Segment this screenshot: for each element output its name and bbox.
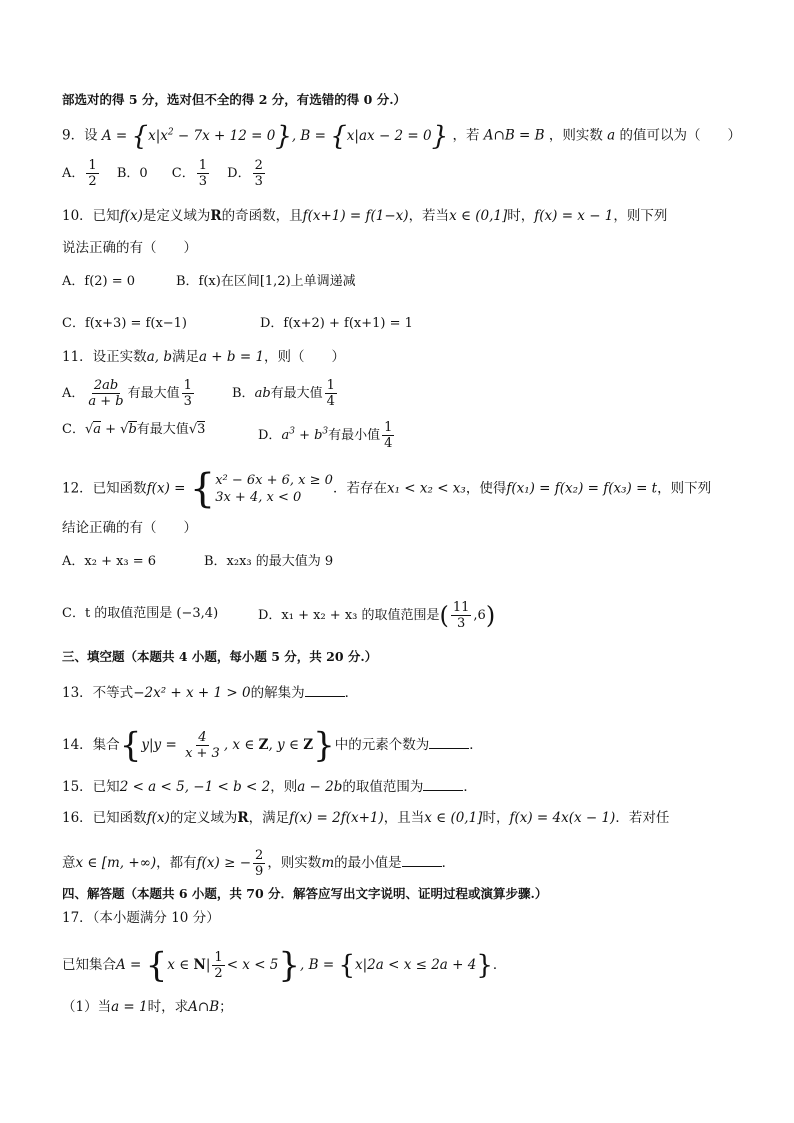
question-10: 10．已知f(x)是定义域为R的奇函数，且f(x+1) = f(1−x)，若当x ∈ (0,1]时，f(x) = x − 1，则下列 [62,208,668,224]
q9-tail: 的值可以为（ ） [619,127,742,144]
question-17: 已知集合A = {x ∈ N| $\frac{1}{2}$ < x < 5}, B = {x|2a < x ≤ 2a + 4}． [62,945,507,986]
q12-option-d[interactable]: D．x₁ + x₂ + x₃ 的取值范围是( $\frac{11}{3}$ ,6) [258,600,496,631]
q9-intersection: A∩B = B [483,127,545,144]
q11-text: 11．设正实数 [62,349,147,365]
q9-option-c[interactable]: C． $\frac{1}{3}$ [171,158,208,189]
q17-part-1: （1）当a = 1时，求A∩B； [62,999,233,1015]
question-12: 12．已知函数f(x) = {x² − 6x + 6, x ≥ 0 3x + 4, x < 0．若存在x₁ < x₂ < x₃，使得f(x₁) = f(x₂) = f(x₃) = t，则下列 [62,466,712,512]
question-11: 11．设正实数a, b满足a + b = 1，则（ ） [62,349,346,365]
instruction-note: 部选对的得 5 分，选对但不全的得 2 分，有选错的得 0 分.） [62,92,407,107]
q12-text: 12．已知函数 [62,480,147,497]
question-9 [62,121,742,151]
q10-text: 10．已知 [62,208,120,224]
q9-options [62,158,267,189]
q9-lead: 9．设 [62,127,98,144]
q12-line2: 结论正确的有（ ） [62,520,197,536]
question-16: 16．已知函数f(x)的定义域为R，满足f(x) = 2f(x+1)，且当x ∈ (0,1]时，f(x) = 4x(x − 1)．若对任 [62,810,670,826]
q9-option-a[interactable]: A． $\frac{1}{2}$ [62,158,97,189]
q16-answer-blank[interactable] [402,852,442,867]
q11-option-a[interactable]: A． $\frac{2ab}{a + b}$ 有最大值 $\frac{1}{3}$ [62,378,192,409]
q10-option-b[interactable]: B．f(x)在区间[1,2)上单调递减 [176,274,356,289]
q11-text: 满足 [171,349,199,365]
q9-var: a [607,127,616,144]
q10-text: 的奇函数，且 [221,208,303,224]
q12-option-c[interactable]: C．t 的取值范围是 (−3,4) [62,606,219,621]
q10-line2: 说法正确的有（ ） [62,240,197,256]
q9-option-d[interactable]: D． $\frac{2}{3}$ [227,158,263,189]
q11-option-b[interactable]: B．ab有最大值 $\frac{1}{4}$ [232,378,335,409]
q10-option-d[interactable]: D．f(x+2) + f(x+1) = 1 [260,316,413,331]
q10-text: ，则下列 [613,208,668,224]
q10-text: 是定义域为 [142,208,211,224]
q9-mid: ，若 [452,127,480,144]
section-4-heading: 四、解答题（本题共 6 小题，共 70 分．解答应写出文字说明、证明过程或演算步骤.） [62,886,548,901]
q12-text: ．若存在 [332,480,387,497]
question-15: 15．已知2 < a < 5, −1 < b < 2，则a − 2b的取值范围为 ． [62,776,477,797]
q11-option-d[interactable]: D．$a^3 + b^3$有最小值 $\frac{1}{4}$ [258,420,393,451]
q9-set-a: $A = \{x|x^2 - 7x + 12 = 0\}$, B = {x|ax − 2 = 0} [101,121,449,151]
q14-answer-blank[interactable] [429,734,469,749]
q11-option-c[interactable]: C．√a + √b有最大值√3 [62,422,206,437]
q17-heading: 17．（本小题满分 10 分） [62,910,220,926]
q11-text: ，则（ ） [264,349,346,365]
q10-text: 时， [507,208,535,224]
q15-answer-blank[interactable] [423,776,463,791]
q12-option-a[interactable]: A．x₂ + x₃ = 6 [62,554,157,569]
section-3-heading: 三、填空题（本题共 4 小题，每小题 5 分，共 20 分.） [62,649,378,664]
q16-line2: 意x ∈ [m, +∞)，都有f(x) ≥ − $\frac{2}{9}$ ，则实数m的最小值是 ． [62,848,456,879]
question-14: 14．集合{y|y = $\frac{4}{x + 3}$ , x ∈ Z, y ∈ Z}中的元素个数为 ． [62,725,483,766]
q12-text: ，则下列 [657,480,712,497]
q12-text: ，使得 [465,480,507,497]
question-13: 13．不等式−2x² + x + 1 > 0的解集为 ． [62,682,358,703]
q9-option-b[interactable]: B．0 [116,166,148,181]
q12-option-b[interactable]: B．x₂x₃ 的最大值为 9 [204,554,334,569]
q13-answer-blank[interactable] [305,682,345,697]
q9-end: ，则实数 [548,127,603,144]
q10-option-c[interactable]: C．f(x+3) = f(x−1) [62,316,188,331]
q10-text: ，若当 [408,208,450,224]
q10-option-a[interactable]: A．f(2) = 0 [62,274,136,289]
